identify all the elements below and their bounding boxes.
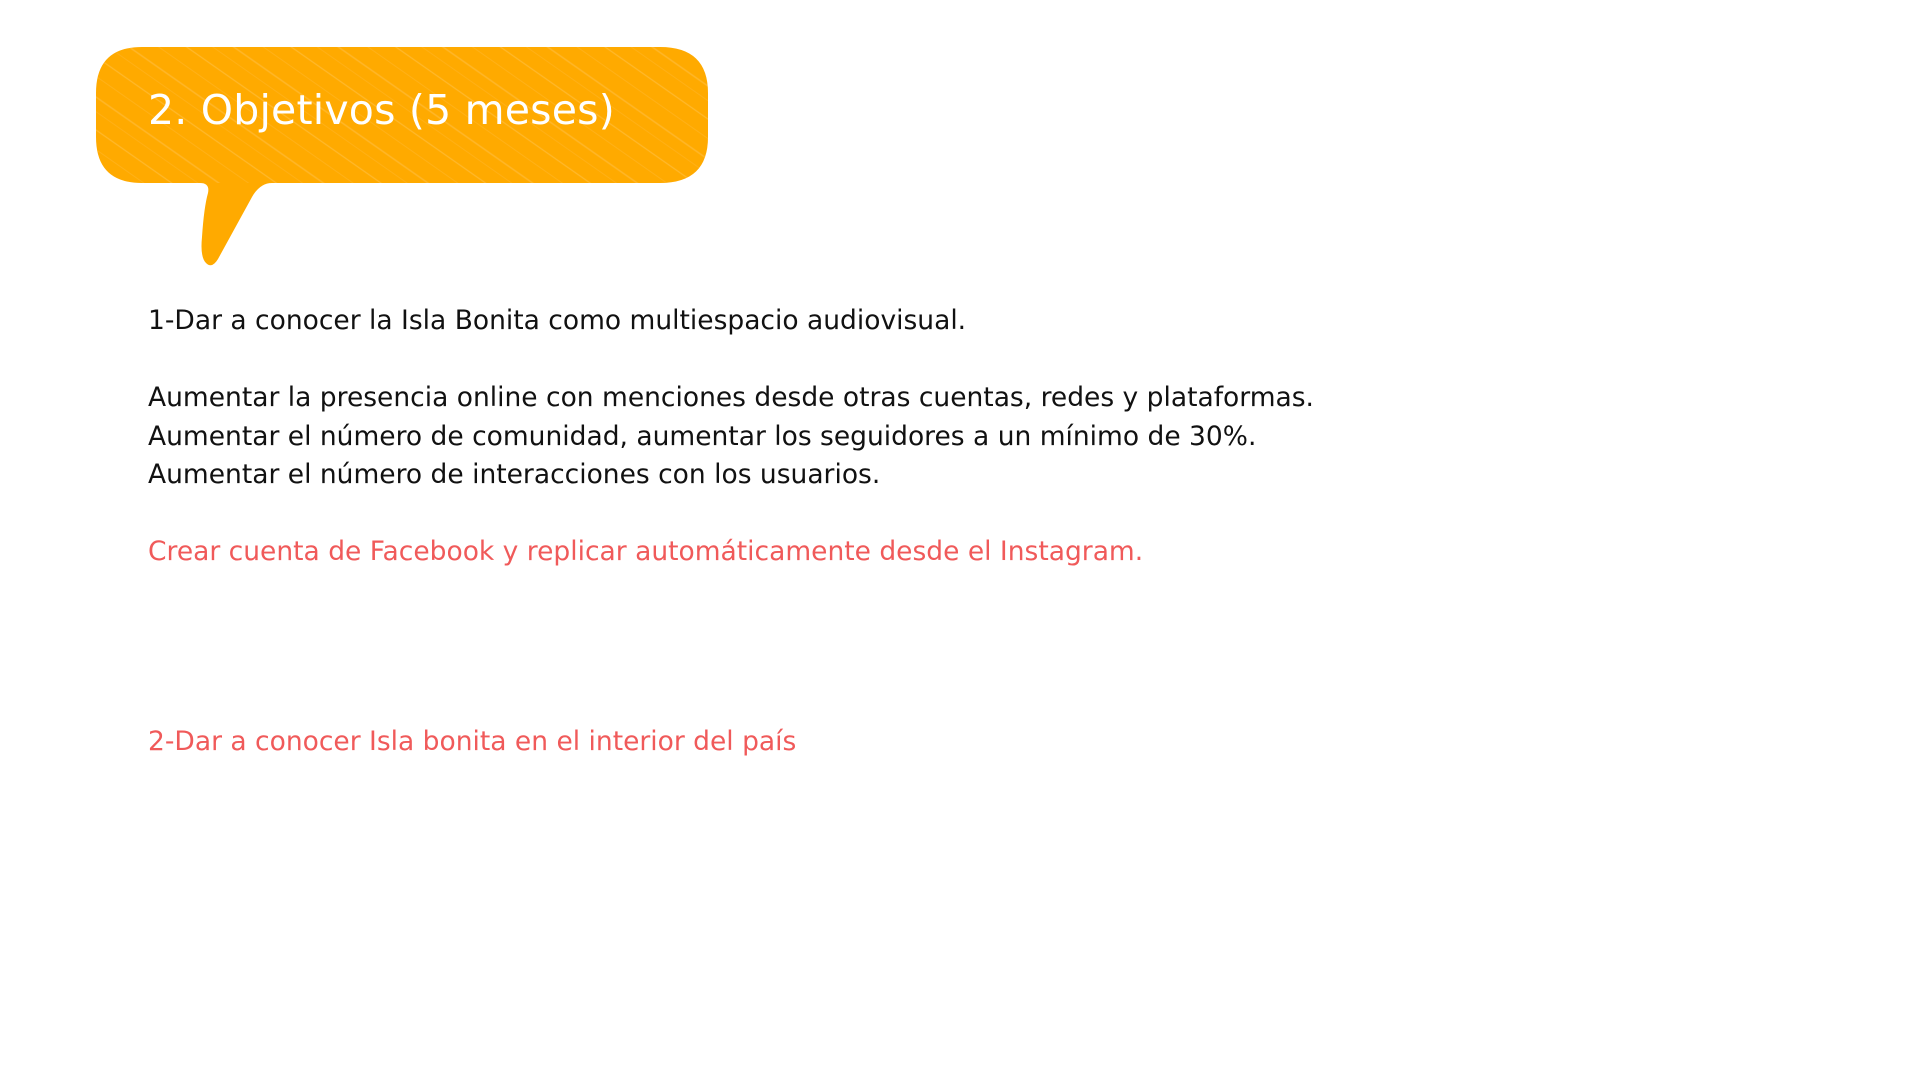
objective-1-bullets [148,379,1314,495]
objective-2-heading: 2-Dar a conocer Isla bonita en el interior del país [148,726,797,757]
objective-1-highlight: Crear cuenta de Facebook y replicar automáticamente desde el Instagram. [148,536,1144,567]
slide-title: 2. Objetivos (5 meses) [148,86,615,134]
objective-1-heading: 1-Dar a conocer la Isla Bonita como multiespacio audiovisual. [148,305,967,336]
objective-1-line-2: Aumentar el número de comunidad, aumentar los seguidores a un mínimo de 30%. [148,420,1257,452]
objective-1-line-1: Aumentar la presencia online con menciones desde otras cuentas, redes y plataformas. [148,382,1314,413]
objective-1-line-3: Aumentar el número de interacciones con los usuarios. [148,459,881,490]
